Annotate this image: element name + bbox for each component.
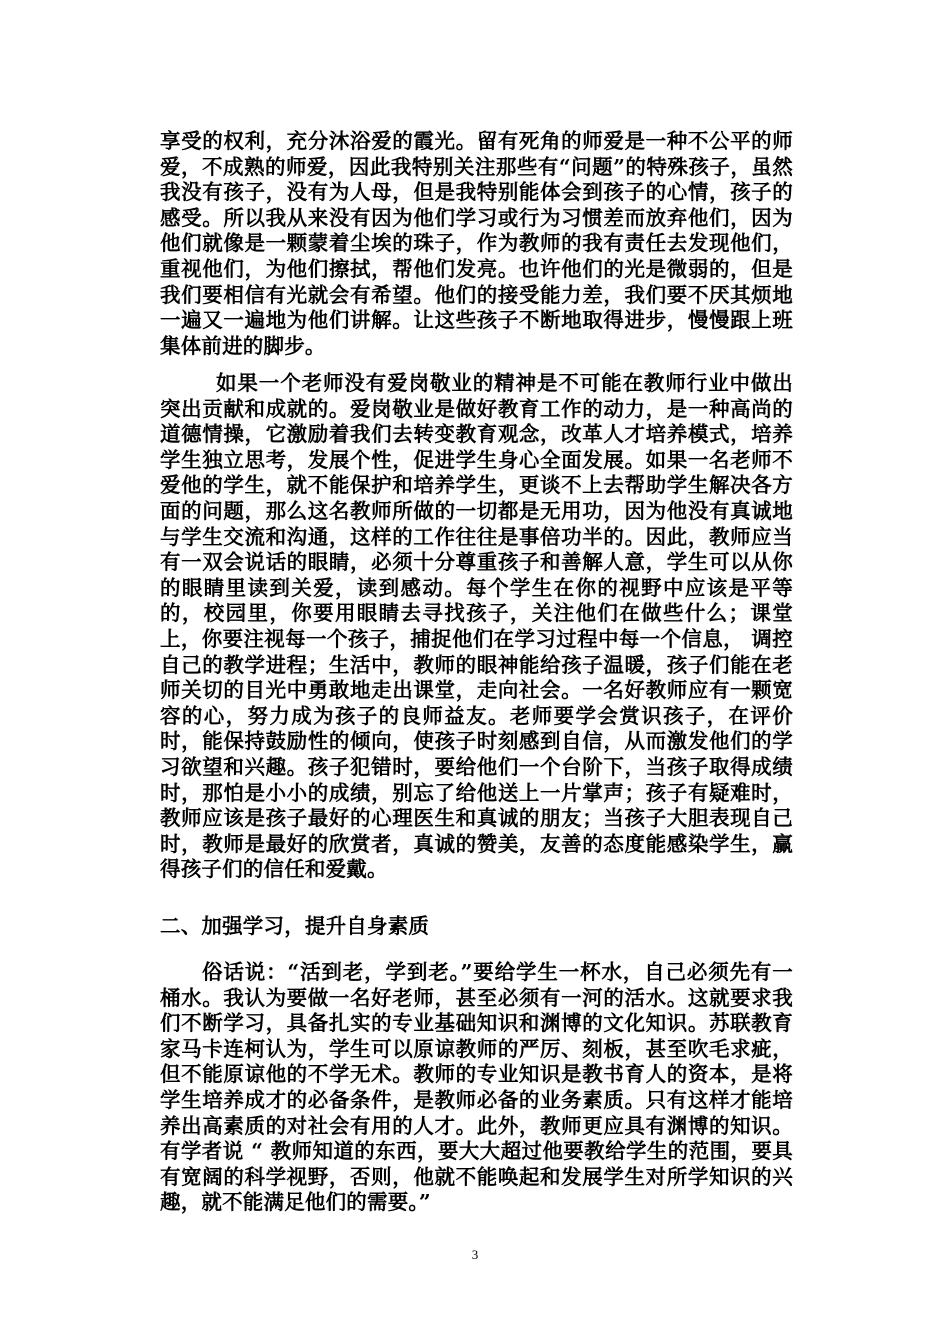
paragraph-2: 如果一个老师没有爱岗敬业的精神是不可能在教师行业中做出突出贡献和成就的。爱岗敬业是做好教育工作的动力，是一种高尚的道德情操，它激励着我们去转变教育观念，改革人才培养模式，培养学生独立思考，发展个性，促进学生身心全面发展。如果一名老师不爱他的学生，就不能保护和培养学生，更谈不上去帮助学生解决各方面的问题，那么这名教师所做的一切都是无用功，因为他没有真诚地与学生交流和沟通，这样的工作往往是事倍功半的。因此，教师应当有一双会说话的眼睛，必须十分尊重孩子和善解人意，学生可以从你的眼睛里读到关爱，读到感动。每个学生在你的视野中应该是平等的，校园里，你要用眼睛去寻找孩子，关注他们在做些什么；课堂上，你要注视每一个孩子，捕捉他们在学习过程中每一个信息， 调控自己的教学进程；生活中，教师的眼神能给孩子温暖，孩子们能在老师关切的目光中勇敢地走出课堂，走向社会。一名好教师应有一颗宽容的心，努力成为孩子的良师益友。老师要学会赏识孩子，在评价时，能保持鼓励性的倾向，使孩子时刻感到自信，从而激发他们的学习欲望和兴趣。孩子犯错时，要给他们一个台阶下，当孩子取得成绩时，那怕是小小的成绩，别忘了给他送上一片掌声；孩子有疑难时，教师应该是孩子最好的心理医生和真诚的朋友；当孩子大胆表现自己时，教师是最好的欣赏者，真诚的赞美，友善的态度能感染学生，赢得孩子们的信任和爱戴。	[160, 371, 793, 882]
paragraph-1: 享受的权利，充分沐浴爱的霞光。留有死角的师爱是一种不公平的师爱，不成熟的师爱，因此我特别关注那些有“问题”的特殊孩子，虽然我没有孩子，没有为人母，但是我特别能体会到孩子的心情，孩子的感受。所以我从来没有因为他们学习或行为习惯差而放弃他们，因为他们就像是一颗蒙着尘埃的珠子，作为教师的我有责任去发现他们，重视他们，为他们擦拭，帮他们发亮。也许他们的光是微弱的，但是我们要相信有光就会有希望。他们的接受能力差，我们要不厌其烦地一遍又一遍地为他们讲解。让这些孩子不断地取得进步，慢慢跟上班集体前进的脚步。	[160, 129, 793, 358]
section-heading: 二、加强学习，提升自身素质	[160, 914, 430, 938]
page-number: 3	[471, 1247, 479, 1262]
paragraph-3: 俗话说：“活到老，学到老。”要给学生一杯水，自己必须先有一桶水。我认为要做一名好老师，甚至必须有一河的活水。这就要求我们不断学习，具备扎实的专业基础知识和渊博的文化知识。苏联教育家马卡连柯认为，学生可以原谅教师的严厉、刻板，甚至吹毛求疵，但不能原谅他的不学无术。教师的专业知识是教书育人的资本，是将学生培养成才的必备条件，是教师必备的业务素质。只有这样才能培养出高素质的对社会有用的人才。此外，教师更应具有渊博的知识。有学者说 “ 教师知道的东西，要大大超过他要教给学生的范围，要具有宽阔的科学视野，否则，他就不能唤起和发展学生对所学知识的兴趣，就不能满足他们的需要。”	[160, 960, 793, 1215]
